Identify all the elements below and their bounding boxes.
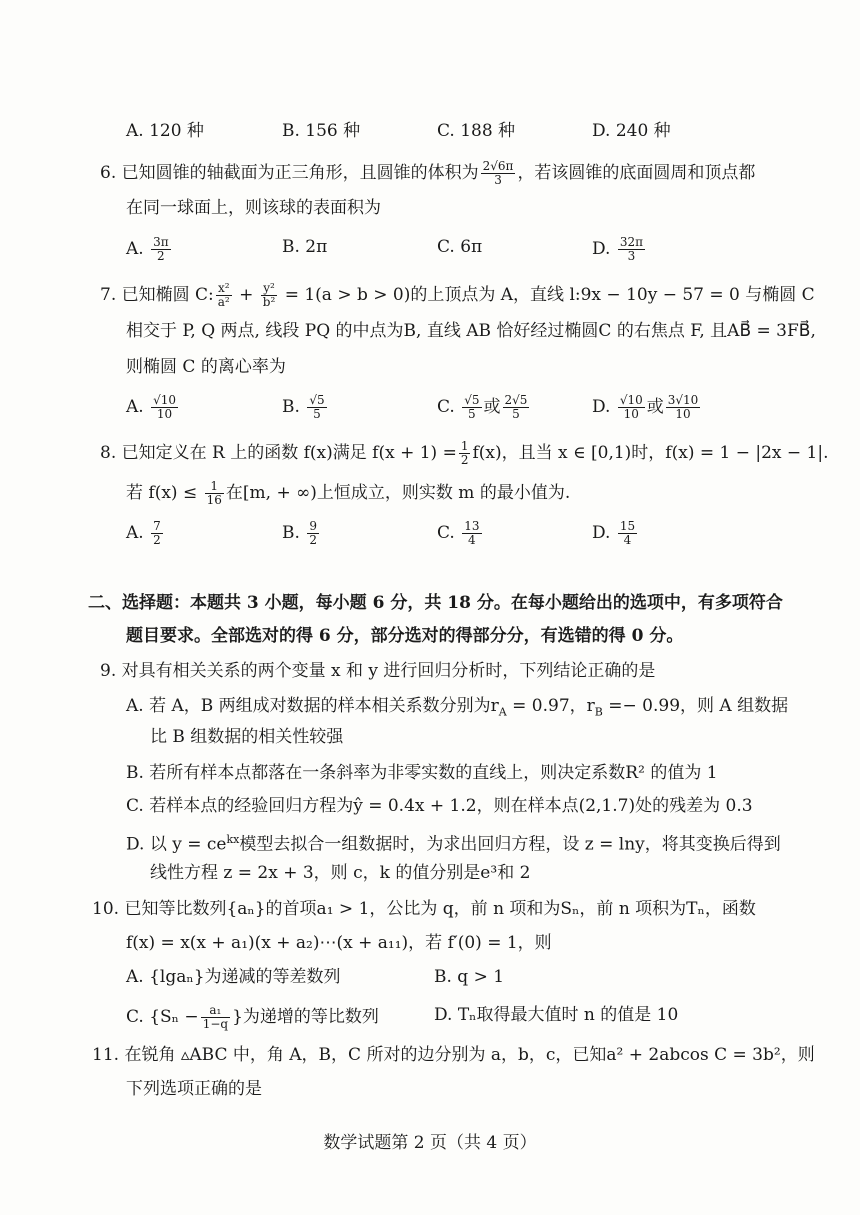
q10-option-a: A. {lgaₙ}为递减的等差数列	[126, 967, 341, 987]
q7-option-d: D. $\frac{√10}{10}$ 或 $\frac{3√10}{10}$	[592, 393, 699, 421]
q8-stem-line1: 8. 已知定义在 R 上的函数 f(x)满足 f(x + 1) = $\frac{1}{2}$ f(x)，且当 x ∈ [0,1)时，f(x) = 1 − |2x − 1|.	[100, 439, 829, 467]
q5-option-b: B. 156 种	[282, 121, 361, 141]
q10-option-c: C. {Sₙ − $\frac{\text{a₁}}{1-q}$ }为递增的等比数列	[126, 1003, 379, 1031]
q8-option-b: B. $\frac{9}{2}$	[282, 519, 317, 547]
q9-option-a-line2: 比 B 组数据的相关性较强	[150, 727, 344, 747]
section2-heading-line2: 题目要求。全部选对的得 6 分，部分选对的得部分分，有选错的得 0 分。	[126, 626, 684, 646]
q8-option-a: A. $\frac{7}{2}$	[126, 519, 161, 547]
q9-option-b: B. 若所有样本点都落在一条斜率为非零实数的直线上，则决定系数R² 的值为 1	[126, 763, 718, 783]
q6-text-b: ，若该圆锥的底面圆周和顶点都	[517, 163, 756, 183]
q7-stem-line1: 7. 已知椭圆 C: $\frac{\text{x²}}{\text{a²}}$ + $\frac{\text{y²}}{\text{b²}}$ = 1(a > b > 0)的上顶点为 A，直线 l:9x − 10y − 57 = 0 与椭圆 C	[100, 281, 815, 309]
q7-stem-line2: 相交于 P, Q 两点, 线段 PQ 的中点为B, 直线 AB 恰好经过椭圆C 的右焦点 F, 且AB⃗ = 3FB⃗,	[126, 321, 816, 341]
q9-stem: 9. 对具有相关关系的两个变量 x 和 y 进行回归分析时，下列结论正确的是	[100, 661, 656, 681]
q5-option-d: D. 240 种	[592, 121, 671, 141]
q9-option-d-line2: 线性方程 z = 2x + 3，则 c，k 的值分别是e³和 2	[150, 863, 531, 883]
q7-option-a: A. $\frac{√10}{10}$	[126, 393, 177, 421]
q9-option-c: C. 若样本点的经验回归方程为ŷ = 0.4x + 1.2，则在样本点(2,1.7)处的残差为 0.3	[126, 796, 753, 816]
q6-option-b: B. 2π	[282, 237, 328, 257]
q6-volume-fraction: $\frac{2√6\pi}{3}$	[482, 159, 514, 187]
q6-text-a: 6. 已知圆锥的轴截面为正三角形，且圆锥的体积为	[100, 163, 479, 183]
page-footer: 数学试题第 2 页（共 4 页）	[323, 1133, 537, 1153]
section2-heading-line1: 二、选择题：本题共 3 小题，每小题 6 分，共 18 分。在每小题给出的选项中，有多项符合	[88, 593, 783, 613]
q8-option-d: D. $\frac{15}{4}$	[592, 519, 636, 547]
q5-option-a: A. 120 种	[126, 121, 204, 141]
q11-stem-line1: 11. 在锐角 ▵ABC 中，角 A，B，C 所对的边分别为 a，b，c，已知a² + 2abcos C = 3b²，则	[92, 1045, 815, 1065]
q7-option-c: C. $\frac{√5}{5}$ 或 $\frac{2√5}{5}$	[437, 393, 528, 421]
q8-option-c: C. $\frac{13}{4}$	[437, 519, 480, 547]
q10-option-b: B. q > 1	[434, 967, 505, 987]
q9-option-a-line1: A. 若 A，B 两组成对数据的样本相关系数分别为$r_A = 0.97$，$r_B =- 0.99$，则 A 组数据	[126, 696, 789, 719]
q6-stem-line1	[100, 160, 755, 187]
q11-stem-line2: 下列选项正确的是	[126, 1079, 262, 1099]
q8-stem-line2: 若 f(x) ≤ $\frac{1}{16}$ 在[m, + ∞)上恒成立，则实数 m 的最小值为.	[126, 479, 571, 507]
q9-option-d-line1: D. 以 $y = ce^{kx}$模型去拟合一组数据时，为求出回归方程，设 z = lny，将其变换后得到	[126, 833, 781, 855]
q6-stem-line2: 在同一球面上，则该球的表面积为	[126, 198, 381, 218]
q7-option-b: B. $\frac{√5}{5}$	[282, 393, 325, 421]
q10-stem-line1: 10. 已知等比数列{aₙ}的首项a₁ > 1，公比为 q，前 n 项和为Sₙ，前 n 项积为Tₙ，函数	[92, 899, 756, 919]
q10-stem-line2: f(x) = x(x + a₁)(x + a₂)⋯(x + a₁₁)，若 f′(0) = 1，则	[126, 933, 552, 953]
q10-option-d: D. Tₙ取得最大值时 n 的值是 10	[434, 1005, 679, 1025]
q6-option-d: D. $\frac{32\pi}{3}$	[592, 235, 643, 263]
q6-option-a: A. $\frac{3\pi}{2}$	[126, 235, 169, 263]
q7-stem-line3: 则椭圆 C 的离心率为	[126, 357, 286, 377]
q6-option-c: C. 6π	[437, 237, 483, 257]
q5-option-c: C. 188 种	[437, 121, 516, 141]
